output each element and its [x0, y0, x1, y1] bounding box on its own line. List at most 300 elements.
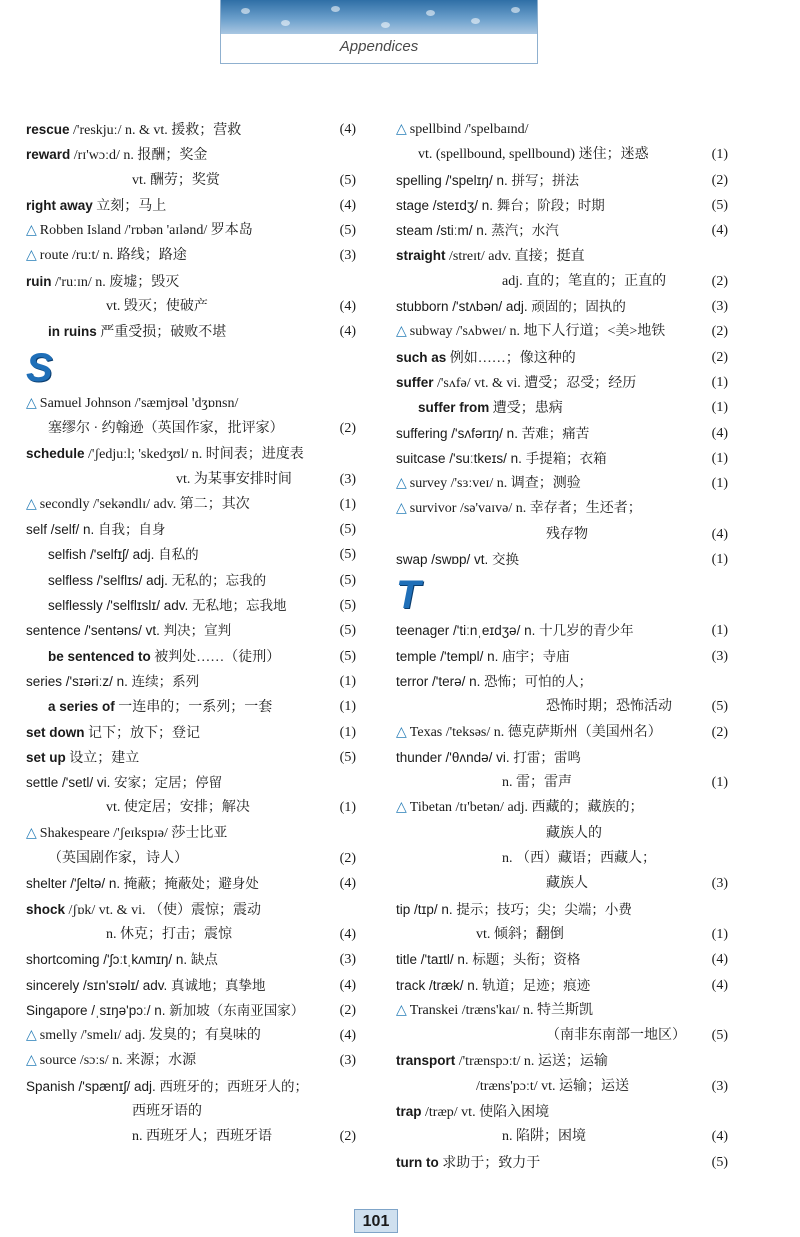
unit-number: (5) [711, 1154, 728, 1170]
triangle-icon: △ [396, 323, 407, 340]
section-letter: T [396, 573, 421, 618]
definition: vt. (spellbound, spellbound) 迷住；迷惑 [418, 147, 649, 163]
glossary-entry [26, 1124, 356, 1149]
glossary-entry [26, 294, 356, 319]
glossary-entry [26, 319, 356, 344]
definition: title /'taɪtl/ n. 标题；头衔；资格 [396, 952, 581, 968]
unit-number: (1) [711, 552, 728, 568]
unit-number: (4) [711, 223, 728, 239]
entry-text [26, 218, 253, 243]
glossary-entry [26, 795, 356, 820]
definition: settle /'setl/ vi. 安家；定居；停留 [26, 775, 223, 791]
definition: /'reskjuː/ n. & vt. 援救；营救 [69, 123, 242, 138]
headword: a series of [48, 699, 115, 715]
definition: Shakespeare /'ʃeɪkspɪə/ 莎士比亚 [39, 825, 228, 841]
entry-text [396, 770, 572, 795]
triangle-icon: △ [396, 799, 407, 816]
definition: （南非东南部一地区） [546, 1028, 686, 1044]
entry-text [26, 117, 241, 143]
glossary-entry [396, 446, 728, 471]
entry-text [26, 416, 284, 441]
page-number: 101 [354, 1209, 398, 1233]
definition: vt. 为某事安排时间 [176, 471, 292, 487]
entry-text [396, 370, 636, 396]
glossary-entry [26, 1023, 356, 1048]
unit-number: (1) [711, 623, 728, 639]
entry-text [396, 947, 580, 973]
entry-text [396, 168, 579, 194]
entry-text [26, 319, 226, 345]
entry-text [396, 294, 626, 320]
entry-text [26, 1074, 308, 1100]
entry-text [26, 770, 222, 796]
definition: shortcoming /'ʃɔːtˌkʌmɪŋ/ n. 缺点 [26, 952, 218, 968]
triangle-icon: △ [396, 475, 407, 492]
glossary-entry [396, 243, 728, 268]
triangle-icon: △ [26, 1027, 37, 1044]
glossary-entry [396, 345, 728, 370]
entry-text [396, 471, 581, 496]
glossary-entry [26, 218, 356, 243]
unit-number: (5) [711, 699, 728, 715]
definition: n. 休克；打击；震惊 [106, 926, 232, 942]
entry-text [26, 492, 250, 517]
entry-text [396, 922, 564, 947]
definition: adj. 直的；笔直的；正直的 [502, 273, 667, 289]
glossary-entry [26, 391, 356, 416]
glossary-entry [26, 243, 356, 268]
entry-text [26, 391, 238, 416]
entry-text [396, 1074, 629, 1099]
entry-text [26, 821, 227, 846]
definition: selfless /'selflɪs/ adj. 无私的；忘我的 [48, 572, 267, 588]
glossary-entry [26, 142, 356, 167]
unit-number: (2) [339, 1129, 356, 1145]
definition: 严重受损；破败不堪 [96, 325, 227, 341]
glossary-entry [26, 897, 356, 922]
definition: subway /'sʌbweɪ/ n. 地下人行道；<美>地铁 [409, 324, 666, 340]
glossary-entry [396, 193, 728, 218]
glossary-entry [26, 871, 356, 896]
unit-number: (4) [339, 876, 356, 892]
definition: /'ʃedjuːl; 'skedʒʊl/ n. 时间表；进度表 [84, 447, 304, 463]
unit-number: (5) [339, 598, 356, 614]
entry-text [396, 821, 602, 846]
glossary-entry [26, 1099, 356, 1124]
entry-text [26, 694, 272, 720]
entry-text [396, 117, 529, 142]
headword: set down [26, 724, 85, 740]
unit-number: (3) [339, 471, 356, 487]
definition: 被判处……（徒刑） [150, 649, 281, 665]
definition: vt. 倾斜；翻倒 [476, 926, 564, 942]
unit-number: (2) [339, 851, 356, 867]
entry-text [396, 694, 672, 719]
definition: /'trænspɔːt/ n. 运送；运输 [455, 1054, 608, 1070]
glossary-entry [396, 897, 728, 922]
entry-text [26, 618, 231, 644]
glossary-entry [26, 770, 356, 795]
unit-number: (2) [339, 420, 356, 436]
glossary-entry [396, 294, 728, 319]
headword: ruin [26, 273, 52, 289]
glossary-entry [396, 770, 728, 795]
definition: self /self/ n. 自我；自身 [26, 522, 166, 538]
definition: teenager /'tiːnˌeɪdʒə/ n. 十几岁的青少年 [396, 623, 634, 639]
entry-text [26, 441, 304, 467]
definition: 求助于；致力于 [438, 1155, 541, 1171]
headword: right away [26, 197, 93, 213]
entry-text [396, 795, 644, 820]
entry-text [26, 1099, 202, 1124]
unit-number: (4) [711, 1129, 728, 1145]
definition: 立刻；马上 [92, 198, 167, 214]
entry-text [26, 998, 304, 1024]
glossary-entry [26, 694, 356, 719]
glossary-entry [26, 922, 356, 947]
definition: smelly /'smelɪ/ adj. 发臭的；有臭味的 [39, 1028, 261, 1044]
definition: Tibetan /tɪ'betən/ adj. 西藏的；藏族的； [409, 800, 644, 816]
unit-number: (2) [711, 349, 728, 365]
entry-text [396, 1048, 608, 1074]
unit-number: (3) [339, 1053, 356, 1069]
definition: temple /'templ/ n. 庙宇；寺庙 [396, 648, 570, 664]
glossary-entry [396, 998, 728, 1023]
definition: spellbind /'spelbaɪnd/ [409, 122, 529, 137]
entry-text [26, 795, 250, 820]
entry-text [396, 720, 662, 745]
triangle-icon: △ [396, 500, 407, 517]
unit-number: (4) [339, 977, 356, 993]
glossary-entry [396, 745, 728, 770]
definition: /streɪt/ adv. 直接；挺直 [445, 249, 585, 265]
definition: stubborn /'stʌbən/ adj. 顽固的；固执的 [396, 299, 626, 315]
unit-number: (4) [339, 197, 356, 213]
triangle-icon: △ [26, 495, 37, 512]
definition: vt. 毁灭；使破产 [106, 299, 208, 315]
entry-text [26, 644, 280, 670]
headword: straight [396, 248, 446, 264]
unit-number: (4) [339, 1028, 356, 1044]
headword: suffer [396, 374, 434, 390]
glossary-entry [26, 644, 356, 669]
unit-number: (3) [339, 952, 356, 968]
glossary-entry [396, 168, 728, 193]
section-label: Appendices [339, 38, 419, 55]
glossary-entry [26, 542, 356, 567]
unit-number: (3) [711, 299, 728, 315]
unit-number: (5) [711, 197, 728, 213]
definition: track /træk/ n. 轨道；足迹；痕迹 [396, 977, 591, 993]
entry-text [26, 947, 218, 973]
headword: transport [396, 1053, 456, 1069]
headword: rescue [26, 122, 70, 137]
glossary-entry [26, 846, 356, 871]
glossary-entry [396, 142, 728, 167]
glossary-entry [26, 745, 356, 770]
headword: reward [26, 147, 71, 163]
unit-number: (1) [711, 926, 728, 942]
unit-number: (4) [339, 299, 356, 315]
definition: 藏族人 [546, 876, 588, 892]
entry-text [396, 421, 589, 447]
entry-text [26, 193, 166, 219]
glossary-entry [26, 973, 356, 998]
glossary-entry [26, 998, 356, 1023]
triangle-icon: △ [26, 394, 37, 411]
entry-text [26, 669, 199, 695]
headword: set up [26, 749, 66, 765]
definition: survey /'sɜːveɪ/ n. 调查；测验 [409, 476, 581, 492]
entry-text [26, 142, 207, 168]
unit-number: (5) [339, 648, 356, 664]
definition: suffering /'sʌfərɪŋ/ n. 苦难；痛苦 [396, 425, 590, 441]
glossary-entry [396, 1150, 728, 1175]
glossary-entry [26, 168, 356, 193]
glossary-entry [396, 871, 728, 896]
entry-text [26, 720, 200, 746]
unit-number: (1) [339, 724, 356, 740]
headword: trap [396, 1103, 422, 1119]
unit-number: (1) [711, 400, 728, 416]
entry-text [396, 998, 593, 1023]
unit-number: (3) [711, 876, 728, 892]
triangle-icon: △ [396, 723, 407, 740]
unit-number: (1) [339, 800, 356, 816]
entry-text [396, 644, 570, 670]
glossary-entry [396, 395, 728, 420]
glossary-entry [26, 416, 356, 441]
unit-number: (5) [711, 1028, 728, 1044]
entry-text [396, 1150, 540, 1176]
definition: Robben Island /'rɒbən 'aɪlənd/ 罗本岛 [39, 223, 253, 239]
definition: shelter /'ʃeltə/ n. 掩蔽；掩蔽处；避身处 [26, 876, 259, 892]
unit-number: (1) [711, 374, 728, 390]
definition: thunder /'θʌndə/ vi. 打雷；雷鸣 [396, 749, 581, 765]
definition: terror /'terə/ n. 恐怖；可怕的人； [396, 673, 593, 689]
glossary-entry [396, 269, 728, 294]
entry-text [26, 871, 259, 897]
unit-number: (4) [711, 952, 728, 968]
definition: tip /tɪp/ n. 提示；技巧；尖；尖端；小费 [396, 901, 632, 917]
definition: Samuel Johnson /'sæmjʊəl 'dʒɒnsn/ [39, 395, 239, 411]
definition: 残存物 [546, 526, 588, 542]
glossary-entry [396, 846, 728, 871]
definition: /ʃɒk/ vt. & vi. （使）震惊；震动 [65, 902, 261, 918]
definition: selfish /'selfɪʃ/ adj. 自私的 [48, 547, 199, 563]
entry-text [396, 522, 588, 547]
triangle-icon: △ [396, 1001, 407, 1018]
unit-number: (5) [339, 172, 356, 188]
glossary-entry [396, 471, 728, 496]
glossary-entry [26, 517, 356, 542]
entry-text [26, 1124, 272, 1149]
definition: /træp/ vt. 使陷入困境 [421, 1104, 550, 1120]
headword: turn to [396, 1154, 439, 1170]
glossary-entry [396, 973, 728, 998]
unit-number: (2) [339, 1002, 356, 1018]
definition: 西班牙语的 [132, 1103, 202, 1119]
definition: sincerely /sɪn'sɪəlɪ/ adv. 真诚地；真挚地 [26, 977, 266, 993]
entry-text [26, 467, 292, 492]
glossary-entry [396, 947, 728, 972]
glossary-entry [26, 720, 356, 745]
entry-text [396, 142, 649, 167]
definition: route /ruːt/ n. 路线；路途 [39, 248, 187, 264]
definition: 塞缪尔 · 约翰逊（英国作家，批评家） [48, 420, 284, 436]
definition: secondly /'sekəndlɪ/ adv. 第二；其次 [39, 496, 250, 512]
glossary-entry [396, 547, 728, 572]
unit-number: (5) [339, 223, 356, 239]
definition: selflessly /'selflɪslɪ/ adv. 无私地；忘我地 [48, 598, 287, 614]
definition: sentence /'sentəns/ vt. 判决；宣判 [26, 623, 232, 639]
entry-text [26, 168, 220, 193]
entry-text [26, 517, 166, 543]
unit-number: (3) [339, 248, 356, 264]
entry-text [26, 1048, 196, 1073]
glossary-entry [396, 421, 728, 446]
entry-text [26, 973, 266, 999]
glossary-entry [396, 644, 728, 669]
definition: swap /swɒp/ vt. 交换 [396, 552, 520, 568]
triangle-icon: △ [26, 222, 37, 239]
glossary-entry [396, 821, 728, 846]
definition: 遭受；患病 [489, 401, 563, 417]
triangle-icon: △ [26, 247, 37, 264]
entry-text [396, 218, 559, 244]
entry-text [26, 897, 261, 923]
headword: suffer from [418, 400, 490, 416]
entry-text [396, 269, 666, 294]
entry-text [396, 319, 665, 344]
entry-text [396, 871, 588, 896]
definition: 藏族人的 [546, 825, 602, 841]
glossary-entry [396, 669, 728, 694]
definition: 恐怖时期；恐怖活动 [546, 699, 672, 715]
unit-number: (4) [711, 526, 728, 542]
entry-text [26, 922, 232, 947]
glossary-entry [26, 441, 356, 466]
glossary-entry [396, 795, 728, 820]
headword: schedule [26, 446, 85, 462]
glossary-entry [396, 1074, 728, 1099]
definition: 记下；放下；登记 [84, 725, 201, 741]
glossary-entry [396, 694, 728, 719]
entry-text [396, 973, 590, 999]
entry-text [26, 846, 188, 871]
entry-text [396, 345, 576, 371]
unit-number: (1) [711, 147, 728, 163]
definition: vt. 使定居；安排；解决 [106, 800, 250, 816]
glossary-entry [396, 319, 728, 344]
definition: survivor /sə'vaɪvə/ n. 幸存者；生还者； [409, 501, 642, 517]
definition: 设立；建立 [65, 750, 140, 766]
entry-text [26, 745, 139, 771]
entry-text [26, 294, 208, 319]
triangle-icon: △ [26, 1052, 37, 1069]
entry-text [26, 568, 266, 594]
glossary-entry [396, 218, 728, 243]
definition: n. 西班牙人；西班牙语 [132, 1129, 272, 1145]
unit-number: (2) [711, 324, 728, 340]
glossary-entry [26, 1048, 356, 1073]
glossary-entry [26, 467, 356, 492]
headword: be sentenced to [48, 648, 151, 664]
glossary-entry [26, 593, 356, 618]
entry-text [396, 846, 656, 871]
entry-text [396, 1023, 686, 1048]
definition: n. 雷；雷声 [502, 775, 572, 791]
header-banner [220, 0, 538, 64]
entry-text [396, 745, 581, 771]
entry-text [396, 193, 605, 219]
unit-number: (5) [339, 572, 356, 588]
unit-number: (1) [711, 775, 728, 791]
entry-text [396, 243, 585, 269]
unit-number: (1) [711, 476, 728, 492]
glossary-entry [26, 568, 356, 593]
glossary-entry [396, 1023, 728, 1048]
glossary-entry [396, 1099, 728, 1124]
entry-text [396, 395, 563, 421]
definition: Texas /'teksəs/ n. 德克萨斯州（美国州名） [409, 724, 662, 740]
triangle-icon: △ [396, 121, 407, 137]
glossary-column-left [26, 117, 356, 1150]
entry-text [26, 1023, 261, 1048]
definition: source /sɔːs/ n. 来源；水源 [39, 1053, 197, 1069]
glossary-entry [26, 269, 356, 294]
glossary-entry [26, 669, 356, 694]
entry-text [396, 669, 592, 695]
unit-number: (5) [339, 522, 356, 538]
definition: /rɪ'wɔːd/ n. 报酬；奖金 [70, 148, 208, 164]
glossary-entry [26, 1074, 356, 1099]
unit-number: (4) [339, 122, 356, 137]
entry-text [396, 496, 642, 521]
glossary-column-right [396, 117, 728, 1175]
unit-number: (1) [711, 450, 728, 466]
definition: Transkei /træns'kaɪ/ n. 特兰斯凯 [409, 1002, 594, 1018]
entry-text [396, 446, 607, 472]
unit-number: (3) [711, 648, 728, 664]
headword: in ruins [48, 324, 97, 340]
definition: steam /stiːm/ n. 蒸汽；水汽 [396, 223, 559, 239]
entry-text [396, 618, 634, 644]
definition: vt. 酬劳；奖赏 [132, 172, 220, 188]
definition: n. 陷阱；困境 [502, 1129, 586, 1145]
entry-text [26, 243, 187, 268]
definition: Spanish /'spænɪʃ/ adj. 西班牙的；西班牙人的； [26, 1078, 308, 1094]
triangle-icon: △ [26, 824, 37, 841]
glossary-entry [396, 720, 728, 745]
unit-number: (1) [339, 496, 356, 512]
glossary-entry [396, 618, 728, 643]
glossary-entry [396, 496, 728, 521]
headword: shock [26, 901, 66, 917]
unit-number: (4) [711, 425, 728, 441]
definition: 例如……；像这种的 [446, 350, 576, 366]
definition: /'ruːɪn/ n. 废墟；毁灭 [51, 274, 180, 290]
headword: such as [396, 349, 447, 365]
definition: Singapore /ˌsɪŋə'pɔː/ n. 新加坡（东南亚国家） [26, 1002, 305, 1018]
glossary-entry [26, 117, 356, 142]
glossary-entry [396, 117, 728, 142]
entry-text [26, 269, 179, 295]
glossary-entry [26, 947, 356, 972]
header-image [221, 0, 537, 34]
glossary-entry [396, 1124, 728, 1149]
unit-number: (2) [711, 172, 728, 188]
